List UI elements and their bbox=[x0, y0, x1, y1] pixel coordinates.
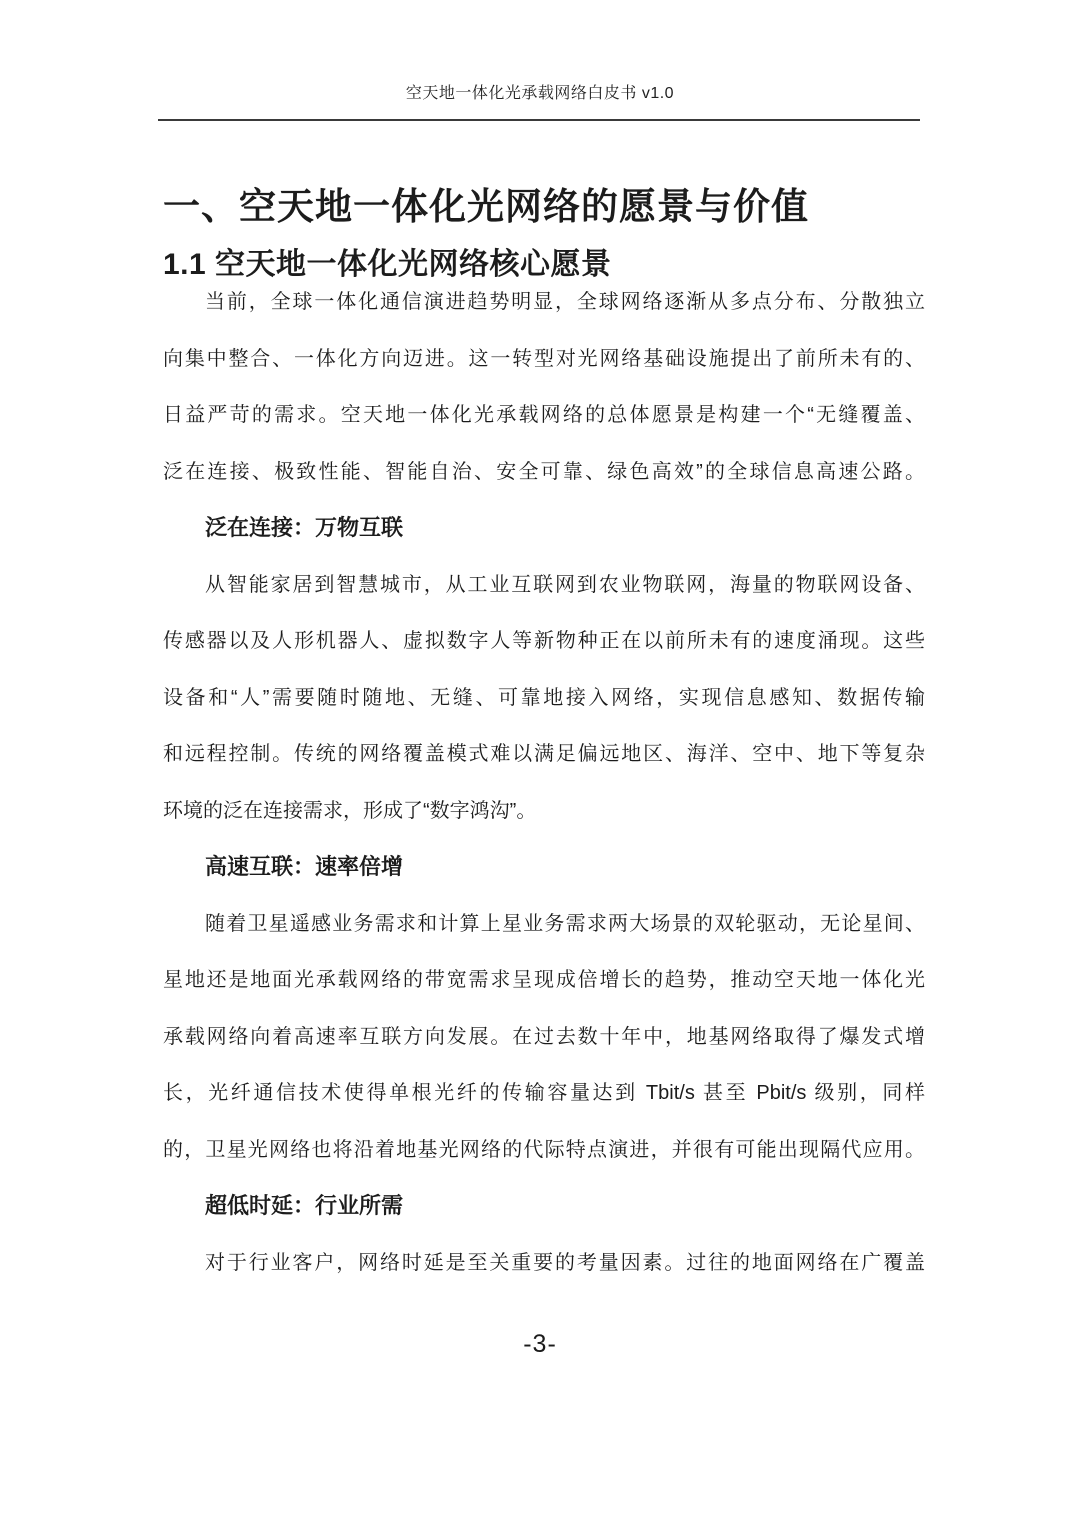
text-line: 泛在连接、极致性能、智能自治、安全可靠、绿色高效”的全球信息高速公路。 bbox=[163, 460, 925, 483]
subsection-heading: 超低时延：行业所需 bbox=[205, 1193, 404, 1218]
text-line: 从智能家居到智慧城市，从工业互联网到农业物联网，海量的物联网设备、 bbox=[205, 573, 925, 596]
text-line: 长，光纤通信技术使得单根光纤的传输容量达到 Tbit/s 甚至 Pbit/s 级别，同样 bbox=[163, 1082, 925, 1104]
text-line: 日益严苛的需求。空天地一体化光承载网络的总体愿景是构建一个“无缝覆盖、 bbox=[163, 404, 925, 426]
text-line: 随着卫星遥感业务需求和计算上星业务需求两大场景的双轮驱动，无论星间、 bbox=[205, 912, 925, 935]
text-line: 当前，全球一体化通信演进趋势明显，全球网络逐渐从多点分布、分散独立 bbox=[205, 291, 925, 313]
body-text bbox=[163, 274, 925, 1291]
text-line: 和远程控制。传统的网络覆盖模式难以满足偏远地区、海洋、空中、地下等复杂 bbox=[163, 743, 925, 765]
text-line: 的，卫星光网络也将沿着地基光网络的代际特点演进，并很有可能出现隔代应用。 bbox=[163, 1138, 925, 1161]
section-heading: 1.1 空天地一体化光网络核心愿景 bbox=[163, 247, 612, 281]
text-line: 设备和“人”需要随时随地、无缝、可靠地接入网络，实现信息感知、数据传输 bbox=[163, 686, 925, 709]
text-line: 对于行业客户，网络时延是至关重要的考量因素。过往的地面网络在广覆盖 bbox=[205, 1251, 925, 1274]
subsection-heading: 泛在连接：万物互联 bbox=[205, 515, 404, 540]
page-header-title: 空天地一体化光承载网络白皮书 v1.0 bbox=[405, 85, 675, 102]
text-line: 承载网络向着高速率互联方向发展。在过去数十年中，地基网络取得了爆发式增 bbox=[163, 1025, 925, 1048]
paragraph bbox=[163, 896, 925, 1179]
text-line: 环境的泛在连接需求，形成了“数字鸿沟”。 bbox=[163, 799, 537, 822]
text-line: 星地还是地面光承载网络的带宽需求呈现成倍增长的趋势，推动空天地一体化光 bbox=[163, 969, 925, 991]
page-number: -3- bbox=[523, 1330, 557, 1358]
paragraph bbox=[163, 557, 925, 840]
chapter-heading: 一、空天地一体化光网络的愿景与价值 bbox=[163, 185, 809, 227]
text-line: 向集中整合、一体化方向迈进。这一转型对光网络基础设施提出了前所未有的、 bbox=[163, 347, 925, 370]
subsection-heading: 高速互联：速率倍增 bbox=[205, 854, 404, 879]
header-divider bbox=[158, 119, 920, 121]
text-line: 传感器以及人形机器人、虚拟数字人等新物种正在以前所未有的速度涌现。这些 bbox=[163, 630, 925, 652]
paragraph bbox=[163, 1235, 925, 1292]
paragraph bbox=[163, 274, 925, 500]
